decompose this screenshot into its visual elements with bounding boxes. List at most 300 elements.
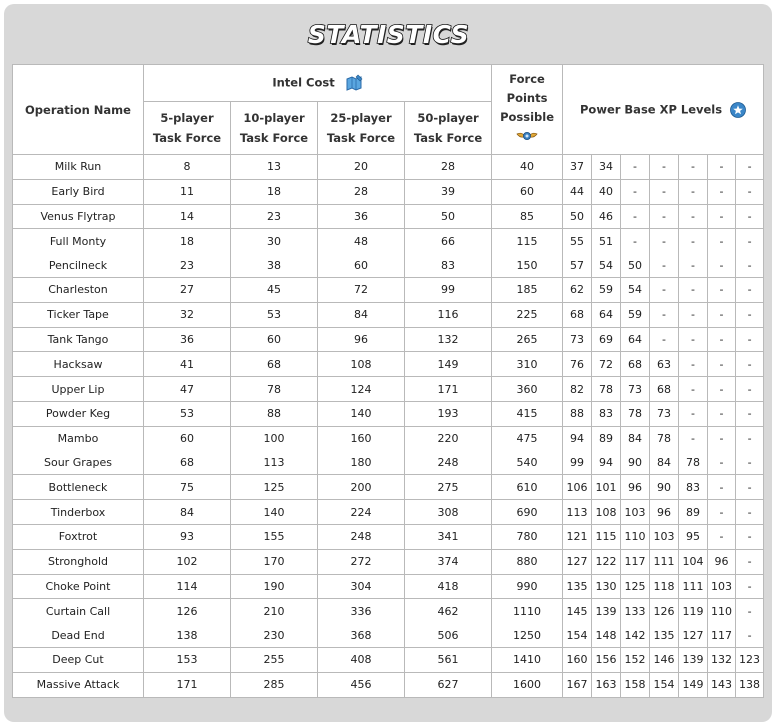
xp-level-cell: 63 <box>650 352 679 377</box>
intel-10-cell: 38 <box>231 253 318 277</box>
table-row <box>13 524 764 549</box>
xp-level-cell: - <box>679 229 708 253</box>
xp-level-cell: 51 <box>592 229 621 253</box>
intel-10-cell: 255 <box>231 647 318 672</box>
xp-level-cell: 84 <box>621 426 650 450</box>
operation-name-cell: Bottleneck <box>13 475 144 500</box>
intel-50-cell: 149 <box>405 352 492 377</box>
operation-name-cell: Dead End <box>13 623 144 647</box>
xp-level-cell: - <box>708 426 736 450</box>
intel-25-cell: 336 <box>318 599 405 623</box>
xp-level-cell: 143 <box>708 672 736 697</box>
intel-5-cell: 36 <box>144 327 231 352</box>
xp-level-cell: 110 <box>708 599 736 623</box>
operation-name-cell: Foxtrot <box>13 524 144 549</box>
intel-25-cell: 36 <box>318 204 405 229</box>
xp-level-cell: - <box>736 500 764 525</box>
xp-level-cell: 122 <box>592 549 621 574</box>
xp-level-cell: 130 <box>592 574 621 599</box>
xp-level-cell: - <box>650 277 679 302</box>
xp-level-cell: 149 <box>679 672 708 697</box>
intel-25-cell: 108 <box>318 352 405 377</box>
xp-level-cell: - <box>621 155 650 180</box>
xp-level-cell: 126 <box>650 599 679 623</box>
intel-50-cell: 341 <box>405 524 492 549</box>
intel-5-cell: 102 <box>144 549 231 574</box>
table-row <box>13 229 764 253</box>
xp-level-cell: - <box>650 155 679 180</box>
header-intel-cost <box>144 65 492 102</box>
xp-level-cell: 62 <box>563 277 592 302</box>
intel-5-cell: 27 <box>144 277 231 302</box>
intel-5-cell: 126 <box>144 599 231 623</box>
xp-level-cell: 96 <box>650 500 679 525</box>
intel-10-cell: 210 <box>231 599 318 623</box>
xp-level-cell: - <box>650 253 679 277</box>
xp-level-cell: - <box>621 229 650 253</box>
xp-level-cell: - <box>708 253 736 277</box>
xp-level-cell: 148 <box>592 623 621 647</box>
xp-level-cell: - <box>650 302 679 327</box>
xp-level-cell: - <box>708 302 736 327</box>
header-25-player: 25-player Task Force <box>318 102 405 155</box>
intel-5-cell: 114 <box>144 574 231 599</box>
xp-level-cell: 154 <box>650 672 679 697</box>
force-points-cell: 150 <box>492 253 563 277</box>
xp-level-cell: 37 <box>563 155 592 180</box>
intel-10-cell: 190 <box>231 574 318 599</box>
xp-level-cell: - <box>708 155 736 180</box>
xp-level-cell: - <box>736 549 764 574</box>
xp-level-cell: 68 <box>621 352 650 377</box>
intel-5-cell: 93 <box>144 524 231 549</box>
xp-level-cell: - <box>736 302 764 327</box>
xp-level-cell: - <box>650 327 679 352</box>
intel-10-cell: 18 <box>231 179 318 204</box>
operation-name-cell: Charleston <box>13 277 144 302</box>
intel-5-cell: 23 <box>144 253 231 277</box>
intel-50-cell: 66 <box>405 229 492 253</box>
xp-level-cell: - <box>736 451 764 475</box>
intel-25-cell: 60 <box>318 253 405 277</box>
xp-level-cell: 145 <box>563 599 592 623</box>
intel-5-cell: 47 <box>144 377 231 402</box>
xp-level-cell: 103 <box>621 500 650 525</box>
force-points-cell: 475 <box>492 426 563 450</box>
force-points-cell: 690 <box>492 500 563 525</box>
intel-5-cell: 68 <box>144 451 231 475</box>
xp-level-cell: - <box>736 475 764 500</box>
intel-50-cell: 506 <box>405 623 492 647</box>
xp-level-cell: 108 <box>592 500 621 525</box>
operation-name-cell: Early Bird <box>13 179 144 204</box>
operation-name-cell: Milk Run <box>13 155 144 180</box>
intel-50-cell: 50 <box>405 204 492 229</box>
intel-25-cell: 48 <box>318 229 405 253</box>
intel-5-cell: 53 <box>144 401 231 426</box>
xp-level-cell: 132 <box>708 647 736 672</box>
xp-level-cell: 54 <box>621 277 650 302</box>
xp-level-cell: 46 <box>592 204 621 229</box>
operation-name-cell: Venus Flytrap <box>13 204 144 229</box>
force-badge-icon <box>516 129 538 143</box>
force-points-cell: 780 <box>492 524 563 549</box>
xp-level-cell: - <box>679 277 708 302</box>
table-row <box>13 647 764 672</box>
xp-level-cell: 78 <box>621 401 650 426</box>
table-row <box>13 401 764 426</box>
intel-map-icon <box>345 74 363 92</box>
xp-level-cell: 125 <box>621 574 650 599</box>
xp-level-cell: - <box>736 327 764 352</box>
xp-level-cell: - <box>708 277 736 302</box>
xp-level-cell: 133 <box>621 599 650 623</box>
xp-level-cell: 103 <box>650 524 679 549</box>
table-row <box>13 377 764 402</box>
intel-5-cell: 84 <box>144 500 231 525</box>
header-50-player: 50-player Task Force <box>405 102 492 155</box>
xp-level-cell: - <box>679 401 708 426</box>
force-points-cell: 40 <box>492 155 563 180</box>
xp-level-cell: - <box>736 179 764 204</box>
statistics-table <box>12 64 764 698</box>
intel-25-cell: 456 <box>318 672 405 697</box>
xp-level-cell: 123 <box>736 647 764 672</box>
operation-name-cell: Pencilneck <box>13 253 144 277</box>
table-row <box>13 475 764 500</box>
intel-10-cell: 170 <box>231 549 318 574</box>
header-10-player: 10-player Task Force <box>231 102 318 155</box>
xp-level-cell: 54 <box>592 253 621 277</box>
xp-level-cell: - <box>736 352 764 377</box>
intel-10-cell: 230 <box>231 623 318 647</box>
force-points-cell: 310 <box>492 352 563 377</box>
table-row <box>13 599 764 623</box>
xp-level-cell: - <box>679 377 708 402</box>
table-row <box>13 302 764 327</box>
xp-level-cell: - <box>621 204 650 229</box>
intel-25-cell: 20 <box>318 155 405 180</box>
intel-5-cell: 60 <box>144 426 231 450</box>
force-points-cell: 610 <box>492 475 563 500</box>
force-points-cell: 990 <box>492 574 563 599</box>
xp-level-cell: 118 <box>650 574 679 599</box>
xp-level-cell: 55 <box>563 229 592 253</box>
force-points-cell: 225 <box>492 302 563 327</box>
header-force-points <box>492 65 563 155</box>
intel-10-cell: 155 <box>231 524 318 549</box>
xp-level-cell: - <box>736 277 764 302</box>
intel-10-cell: 60 <box>231 327 318 352</box>
xp-level-cell: - <box>679 179 708 204</box>
header-force-points-label: Force Points Possible <box>500 72 555 124</box>
xp-level-cell: - <box>708 524 736 549</box>
xp-level-cell: - <box>679 327 708 352</box>
table-row <box>13 549 764 574</box>
intel-25-cell: 272 <box>318 549 405 574</box>
xp-level-cell: - <box>708 204 736 229</box>
xp-level-cell: 89 <box>679 500 708 525</box>
intel-5-cell: 14 <box>144 204 231 229</box>
xp-level-cell: 59 <box>621 302 650 327</box>
operation-name-cell: Tank Tango <box>13 327 144 352</box>
intel-50-cell: 28 <box>405 155 492 180</box>
xp-level-cell: - <box>736 599 764 623</box>
intel-5-cell: 41 <box>144 352 231 377</box>
xp-level-cell: 84 <box>650 451 679 475</box>
intel-25-cell: 124 <box>318 377 405 402</box>
header-power-base-label: Power Base XP Levels <box>579 102 723 116</box>
intel-10-cell: 45 <box>231 277 318 302</box>
xp-level-cell: - <box>736 574 764 599</box>
operation-name-cell: Ticker Tape <box>13 302 144 327</box>
xp-level-cell: 163 <box>592 672 621 697</box>
force-points-cell: 1110 <box>492 599 563 623</box>
xp-level-cell: - <box>679 155 708 180</box>
xp-level-cell: - <box>679 253 708 277</box>
force-points-cell: 540 <box>492 451 563 475</box>
xp-level-cell: 101 <box>592 475 621 500</box>
header-intel-cost-label: Intel Cost <box>272 75 335 90</box>
xp-level-cell: - <box>679 204 708 229</box>
xp-level-cell: 94 <box>592 451 621 475</box>
xp-level-cell: 83 <box>679 475 708 500</box>
intel-50-cell: 220 <box>405 426 492 450</box>
xp-level-cell: - <box>736 253 764 277</box>
xp-level-cell: - <box>679 302 708 327</box>
xp-level-cell: 89 <box>592 426 621 450</box>
power-star-icon <box>730 102 746 118</box>
xp-level-cell: 57 <box>563 253 592 277</box>
intel-25-cell: 160 <box>318 426 405 450</box>
intel-50-cell: 132 <box>405 327 492 352</box>
intel-25-cell: 84 <box>318 302 405 327</box>
xp-level-cell: 59 <box>592 277 621 302</box>
xp-level-cell: - <box>650 204 679 229</box>
table-row <box>13 352 764 377</box>
xp-level-cell: 78 <box>592 377 621 402</box>
force-points-cell: 880 <box>492 549 563 574</box>
intel-10-cell: 78 <box>231 377 318 402</box>
xp-level-cell: 82 <box>563 377 592 402</box>
table-row <box>13 672 764 697</box>
xp-level-cell: 111 <box>650 549 679 574</box>
intel-5-cell: 8 <box>144 155 231 180</box>
intel-50-cell: 627 <box>405 672 492 697</box>
xp-level-cell: 50 <box>621 253 650 277</box>
operation-name-cell: Full Monty <box>13 229 144 253</box>
intel-10-cell: 125 <box>231 475 318 500</box>
intel-50-cell: 374 <box>405 549 492 574</box>
intel-10-cell: 285 <box>231 672 318 697</box>
xp-level-cell: 90 <box>650 475 679 500</box>
intel-5-cell: 171 <box>144 672 231 697</box>
table-row <box>13 155 764 180</box>
operation-name-cell: Tinderbox <box>13 500 144 525</box>
intel-5-cell: 75 <box>144 475 231 500</box>
intel-25-cell: 96 <box>318 327 405 352</box>
table-row <box>13 179 764 204</box>
force-points-cell: 415 <box>492 401 563 426</box>
intel-50-cell: 275 <box>405 475 492 500</box>
intel-25-cell: 368 <box>318 623 405 647</box>
xp-level-cell: 110 <box>621 524 650 549</box>
force-points-cell: 1250 <box>492 623 563 647</box>
intel-25-cell: 200 <box>318 475 405 500</box>
intel-5-cell: 32 <box>144 302 231 327</box>
operation-name-cell: Mambo <box>13 426 144 450</box>
intel-50-cell: 418 <box>405 574 492 599</box>
intel-50-cell: 561 <box>405 647 492 672</box>
intel-10-cell: 140 <box>231 500 318 525</box>
xp-level-cell: 121 <box>563 524 592 549</box>
xp-level-cell: 139 <box>679 647 708 672</box>
xp-level-cell: 40 <box>592 179 621 204</box>
intel-10-cell: 88 <box>231 401 318 426</box>
xp-level-cell: - <box>650 179 679 204</box>
intel-10-cell: 30 <box>231 229 318 253</box>
xp-level-cell: 135 <box>563 574 592 599</box>
table-row <box>13 500 764 525</box>
xp-level-cell: 73 <box>563 327 592 352</box>
force-points-cell: 360 <box>492 377 563 402</box>
force-points-cell: 85 <box>492 204 563 229</box>
xp-level-cell: 127 <box>679 623 708 647</box>
force-points-cell: 185 <box>492 277 563 302</box>
xp-level-cell: 138 <box>736 672 764 697</box>
xp-level-cell: 154 <box>563 623 592 647</box>
xp-level-cell: 96 <box>621 475 650 500</box>
xp-level-cell: 95 <box>679 524 708 549</box>
xp-level-cell: 135 <box>650 623 679 647</box>
xp-level-cell: 90 <box>621 451 650 475</box>
xp-level-cell: 146 <box>650 647 679 672</box>
xp-level-cell: - <box>736 204 764 229</box>
xp-level-cell: - <box>736 155 764 180</box>
xp-level-cell: 167 <box>563 672 592 697</box>
table-row <box>13 327 764 352</box>
xp-level-cell: - <box>708 500 736 525</box>
operation-name-cell: Sour Grapes <box>13 451 144 475</box>
intel-5-cell: 138 <box>144 623 231 647</box>
operation-name-cell: Massive Attack <box>13 672 144 697</box>
xp-level-cell: 103 <box>708 574 736 599</box>
table-row <box>13 204 764 229</box>
force-points-cell: 60 <box>492 179 563 204</box>
xp-level-cell: 99 <box>563 451 592 475</box>
xp-level-cell: 115 <box>592 524 621 549</box>
xp-level-cell: - <box>708 451 736 475</box>
xp-level-cell: - <box>736 229 764 253</box>
intel-5-cell: 11 <box>144 179 231 204</box>
xp-level-cell: 72 <box>592 352 621 377</box>
table-body <box>13 155 764 698</box>
xp-level-cell: 34 <box>592 155 621 180</box>
xp-level-cell: 50 <box>563 204 592 229</box>
intel-10-cell: 100 <box>231 426 318 450</box>
intel-5-cell: 153 <box>144 647 231 672</box>
intel-10-cell: 13 <box>231 155 318 180</box>
xp-level-cell: 78 <box>650 426 679 450</box>
xp-level-cell: - <box>736 426 764 450</box>
intel-50-cell: 39 <box>405 179 492 204</box>
table-row <box>13 253 764 277</box>
xp-level-cell: - <box>650 229 679 253</box>
force-points-cell: 1600 <box>492 672 563 697</box>
intel-25-cell: 408 <box>318 647 405 672</box>
intel-50-cell: 99 <box>405 277 492 302</box>
intel-10-cell: 113 <box>231 451 318 475</box>
intel-5-cell: 18 <box>144 229 231 253</box>
xp-level-cell: 106 <box>563 475 592 500</box>
intel-50-cell: 83 <box>405 253 492 277</box>
xp-level-cell: - <box>736 524 764 549</box>
intel-10-cell: 23 <box>231 204 318 229</box>
intel-50-cell: 248 <box>405 451 492 475</box>
xp-level-cell: - <box>708 229 736 253</box>
xp-level-cell: 78 <box>679 451 708 475</box>
intel-10-cell: 68 <box>231 352 318 377</box>
xp-level-cell: 117 <box>621 549 650 574</box>
table-row <box>13 451 764 475</box>
table-row <box>13 623 764 647</box>
xp-level-cell: 76 <box>563 352 592 377</box>
xp-level-cell: 113 <box>563 500 592 525</box>
header-5-player: 5-player Task Force <box>144 102 231 155</box>
xp-level-cell: - <box>708 327 736 352</box>
table-row <box>13 426 764 450</box>
force-points-cell: 265 <box>492 327 563 352</box>
force-points-cell: 1410 <box>492 647 563 672</box>
xp-level-cell: 127 <box>563 549 592 574</box>
operation-name-cell: Choke Point <box>13 574 144 599</box>
intel-50-cell: 308 <box>405 500 492 525</box>
xp-level-cell: 64 <box>592 302 621 327</box>
xp-level-cell: 139 <box>592 599 621 623</box>
xp-level-cell: - <box>736 401 764 426</box>
xp-level-cell: 83 <box>592 401 621 426</box>
header-operation-name: Operation Name <box>13 65 144 155</box>
force-points-cell: 115 <box>492 229 563 253</box>
intel-25-cell: 248 <box>318 524 405 549</box>
intel-10-cell: 53 <box>231 302 318 327</box>
xp-level-cell: 156 <box>592 647 621 672</box>
xp-level-cell: - <box>708 401 736 426</box>
intel-50-cell: 462 <box>405 599 492 623</box>
xp-level-cell: 68 <box>563 302 592 327</box>
operation-name-cell: Upper Lip <box>13 377 144 402</box>
operation-name-cell: Hacksaw <box>13 352 144 377</box>
xp-level-cell: - <box>679 426 708 450</box>
xp-level-cell: 111 <box>679 574 708 599</box>
xp-level-cell: - <box>736 623 764 647</box>
table-row <box>13 277 764 302</box>
xp-level-cell: 88 <box>563 401 592 426</box>
intel-25-cell: 140 <box>318 401 405 426</box>
xp-level-cell: 64 <box>621 327 650 352</box>
operation-name-cell: Curtain Call <box>13 599 144 623</box>
intel-25-cell: 28 <box>318 179 405 204</box>
table-row <box>13 574 764 599</box>
xp-level-cell: 158 <box>621 672 650 697</box>
xp-level-cell: 96 <box>708 549 736 574</box>
xp-level-cell: 69 <box>592 327 621 352</box>
xp-level-cell: 44 <box>563 179 592 204</box>
page-title: STATISTICS <box>307 20 470 49</box>
xp-level-cell: 152 <box>621 647 650 672</box>
header-power-base <box>563 65 764 155</box>
xp-level-cell: 160 <box>563 647 592 672</box>
